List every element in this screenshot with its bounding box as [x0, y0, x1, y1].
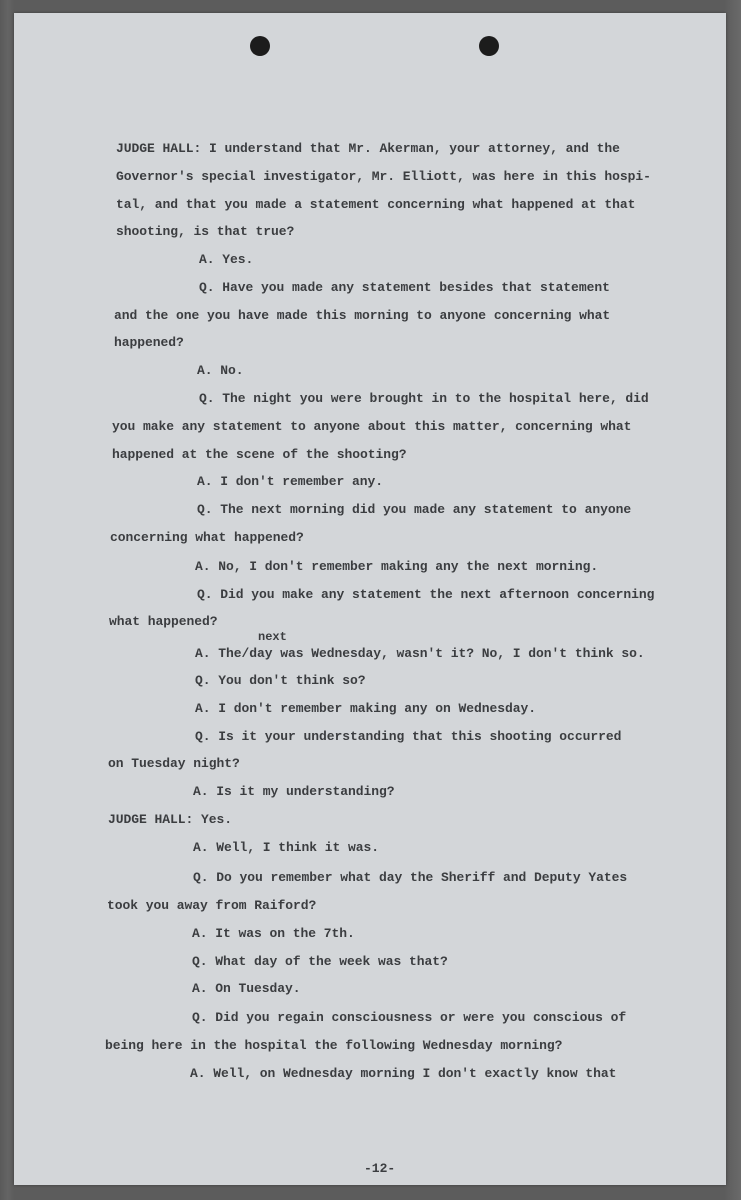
- answer-line: A. No, I don't remember making any the next morning.: [195, 559, 599, 574]
- transcript-line: took you away from Raiford?: [107, 898, 317, 913]
- transcript-line: you make any statement to anyone about this matter, concerning what: [112, 419, 632, 434]
- answer-line: A. It was on the 7th.: [192, 926, 355, 941]
- transcript-line: concerning what happened?: [110, 530, 304, 545]
- punch-hole-left: [250, 36, 270, 56]
- question-line: Q. Is it your understanding that this shooting occurred: [195, 729, 622, 744]
- answer-line: A. I don't remember making any on Wednesday.: [195, 701, 537, 716]
- question-line: Q. You don't think so?: [195, 673, 366, 688]
- answer-line: A. No.: [197, 363, 244, 378]
- question-line: Q. Do you remember what day the Sheriff and Deputy Yates: [193, 870, 628, 885]
- question-line: Q. Did you make any statement the next afternoon concerning: [197, 587, 655, 602]
- transcript-line: JUDGE HALL: I understand that Mr. Akerman, your attorney, and the: [116, 141, 620, 156]
- answer-line: A. Well, I think it was.: [193, 840, 380, 855]
- question-line: Q. The next morning did you made any statement to anyone: [197, 502, 632, 517]
- punch-hole-right: [479, 36, 499, 56]
- answer-line: A. On Tuesday.: [192, 981, 301, 996]
- question-line: Q. Have you made any statement besides that statement: [199, 280, 610, 295]
- question-line: Q. What day of the week was that?: [192, 954, 448, 969]
- transcript-line: on Tuesday night?: [108, 756, 240, 771]
- answer-line: A. Yes.: [199, 252, 254, 267]
- transcript-line: Governor's special investigator, Mr. Elliott, was here in this hospi-: [116, 169, 651, 184]
- answer-line: A. I don't remember any.: [197, 474, 384, 489]
- interlinear-insert: next: [258, 630, 287, 644]
- answer-line: A. The/day was Wednesday, wasn't it? No, I don't think so.: [195, 646, 645, 661]
- answer-line: A. Is it my understanding?: [193, 784, 395, 799]
- transcript-line: and the one you have made this morning to anyone concerning what: [114, 308, 611, 323]
- answer-line: A. Well, on Wednesday morning I don't exactly know that: [190, 1066, 617, 1081]
- typewritten-page: [14, 13, 726, 1185]
- transcript-line: tal, and that you made a statement concerning what happened at that: [116, 197, 636, 212]
- transcript-line: happened at the scene of the shooting?: [112, 447, 407, 462]
- question-line: Q. Did you regain consciousness or were you conscious of: [192, 1010, 627, 1025]
- page-number: -12-: [364, 1161, 396, 1176]
- question-line: Q. The night you were brought in to the hospital here, did: [199, 391, 649, 406]
- transcript-line: happened?: [114, 335, 184, 350]
- transcript-line: being here in the hospital the following Wednesday morning?: [105, 1038, 563, 1053]
- transcript-line: what happened?: [109, 614, 218, 629]
- transcript-line: shooting, is that true?: [116, 224, 295, 239]
- transcript-line: JUDGE HALL: Yes.: [108, 812, 233, 827]
